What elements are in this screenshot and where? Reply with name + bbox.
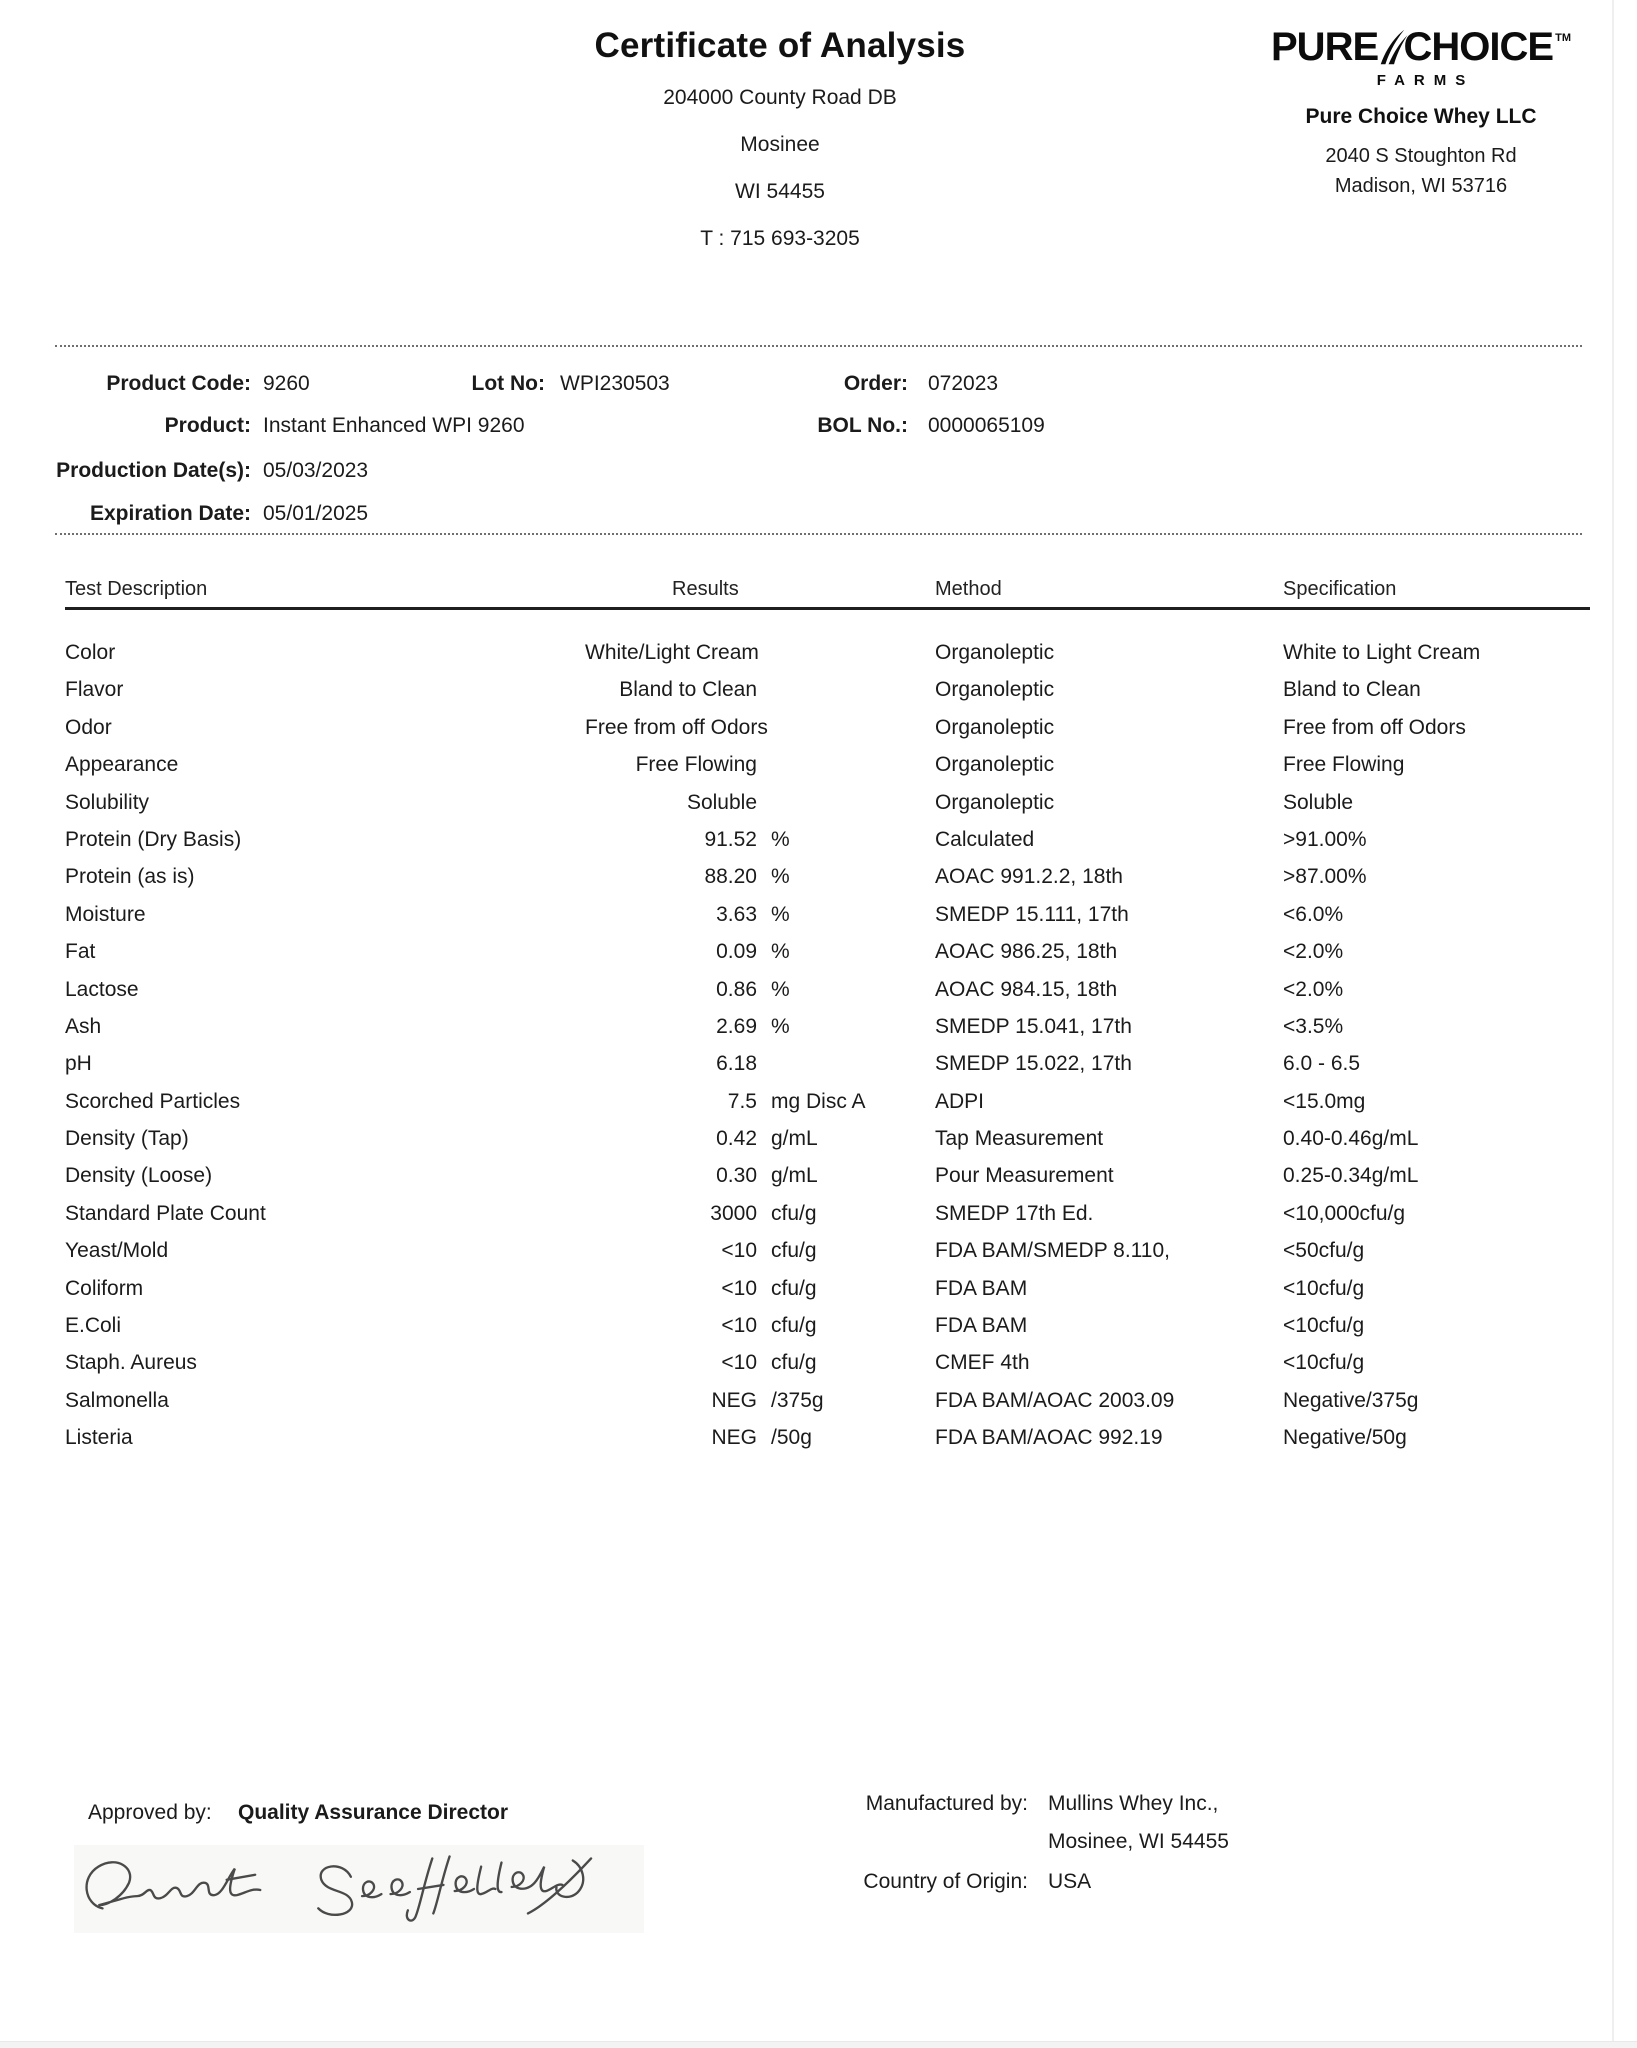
test-unit <box>757 784 935 821</box>
production-date-label: Production Date(s): <box>56 459 251 482</box>
page-bottom-edge <box>0 2041 1637 2048</box>
test-spec: White to Light Cream <box>1283 641 1481 664</box>
table-row <box>65 971 1590 1008</box>
lot-no-value: WPI230503 <box>560 372 670 395</box>
test-method: AOAC 984.15, 18th <box>935 977 1118 1001</box>
test-name: Moisture <box>65 902 146 926</box>
test-unit: cfu/g <box>771 1276 817 1300</box>
product-code-value: 9260 <box>263 372 310 395</box>
test-spec: <10cfu/g <box>1283 1276 1365 1300</box>
column-header-specification: Specification <box>1283 578 1397 600</box>
test-result: <10 <box>721 1314 757 1338</box>
table-row <box>65 746 1590 783</box>
test-unit: % <box>771 865 790 889</box>
facility-state-zip: WI 54455 <box>735 180 825 203</box>
test-method: Pour Measurement <box>935 1164 1114 1188</box>
test-unit: % <box>771 902 790 926</box>
test-spec: Free from off Odors <box>1283 715 1466 739</box>
company-name: Pure Choice Whey LLC <box>1305 105 1537 128</box>
table-row <box>65 1120 1590 1157</box>
test-result: Free Flowing <box>635 753 757 777</box>
signature-handwriting-icon <box>74 1845 644 1933</box>
test-result: NEG <box>711 1388 757 1412</box>
table-row <box>65 1270 1590 1307</box>
test-name: Protein (Dry Basis) <box>65 827 242 851</box>
manufactured-by-label: Manufactured by: <box>865 1792 1028 1815</box>
test-spec: >87.00% <box>1283 865 1367 889</box>
page-title: Certificate of Analysis <box>594 26 966 65</box>
test-result: 91.52 <box>704 827 757 851</box>
test-result: <10 <box>721 1351 757 1375</box>
test-name: E.Coli <box>65 1314 122 1338</box>
facility-city: Mosinee <box>740 133 820 156</box>
test-results-body <box>65 610 1590 1457</box>
test-unit: % <box>771 1014 790 1038</box>
test-result: 0.30 <box>716 1164 757 1188</box>
test-name: Solubility <box>65 790 150 814</box>
country-of-origin-label: Country of Origin: <box>863 1870 1028 1893</box>
test-spec: <6.0% <box>1283 902 1344 926</box>
test-spec: Soluble <box>1283 790 1354 814</box>
test-result: Bland to Clean <box>619 678 757 702</box>
test-result: 6.18 <box>716 1052 757 1076</box>
test-spec: 0.25-0.34g/mL <box>1283 1164 1419 1188</box>
test-method: SMEDP 15.041, 17th <box>935 1014 1132 1038</box>
test-method: Tap Measurement <box>935 1127 1104 1151</box>
test-result: Soluble <box>686 790 757 814</box>
product-info-section <box>55 345 1582 535</box>
table-row <box>65 1195 1590 1232</box>
test-unit: % <box>771 827 790 851</box>
test-spec: <10cfu/g <box>1283 1314 1365 1338</box>
table-row <box>65 821 1590 858</box>
column-header-test-description: Test Description <box>65 578 208 600</box>
test-unit <box>757 746 935 783</box>
table-row <box>65 709 1590 746</box>
column-header-method: Method <box>935 578 1002 600</box>
test-name: Appearance <box>65 753 179 777</box>
company-address-line2: Madison, WI 53716 <box>1334 175 1508 197</box>
lot-no-label: Lot No: <box>471 372 545 395</box>
test-spec: <3.5% <box>1283 1014 1344 1038</box>
test-result: 2.69 <box>716 1014 757 1038</box>
test-result: 88.20 <box>704 865 757 889</box>
product-code-label: Product Code: <box>106 372 251 395</box>
test-method: ADPI <box>935 1089 985 1113</box>
column-header-results: Results <box>672 578 739 600</box>
table-row <box>65 784 1590 821</box>
test-unit: /375g <box>771 1388 824 1412</box>
test-method: Organoleptic <box>935 790 1055 814</box>
trademark-symbol: TM <box>1555 32 1571 44</box>
country-of-origin-value: USA <box>1048 1870 1092 1893</box>
test-result: <10 <box>721 1239 757 1263</box>
approved-by-value: Quality Assurance Director <box>238 1801 508 1824</box>
test-spec: <10,000cfu/g <box>1283 1201 1406 1225</box>
test-name: Yeast/Mold <box>65 1239 169 1263</box>
test-result: <10 <box>721 1276 757 1300</box>
order-label: Order: <box>843 372 908 395</box>
approved-by-label: Approved by: <box>88 1801 212 1824</box>
signature <box>74 1845 644 1933</box>
test-result: 0.09 <box>716 940 757 964</box>
test-spec: <50cfu/g <box>1283 1239 1365 1263</box>
test-unit: cfu/g <box>771 1351 817 1375</box>
test-unit <box>757 1045 935 1082</box>
test-name: Lactose <box>65 977 139 1001</box>
test-unit: g/mL <box>771 1164 818 1188</box>
table-row <box>65 933 1590 970</box>
test-method: FDA BAM/AOAC 2003.09 <box>935 1388 1175 1412</box>
test-unit: g/mL <box>771 1127 818 1151</box>
test-method: AOAC 991.2.2, 18th <box>935 865 1123 889</box>
test-method: SMEDP 17th Ed. <box>935 1201 1094 1225</box>
pure-choice-logo <box>1271 24 1571 70</box>
test-name: Density (Loose) <box>65 1164 213 1188</box>
manufactured-by-line2: Mosinee, WI 54455 <box>1048 1830 1229 1853</box>
table-row <box>65 634 1590 671</box>
test-name: pH <box>65 1052 92 1076</box>
table-row <box>65 1083 1590 1120</box>
test-unit <box>757 671 935 708</box>
table-row <box>65 1008 1590 1045</box>
table-row <box>65 1232 1590 1269</box>
manufactured-by-line1: Mullins Whey Inc., <box>1048 1792 1219 1815</box>
test-unit <box>757 634 935 671</box>
test-method: FDA BAM/AOAC 992.19 <box>935 1426 1163 1450</box>
table-row <box>65 896 1590 933</box>
test-spec: 0.40-0.46g/mL <box>1283 1127 1419 1151</box>
test-unit: % <box>771 977 790 1001</box>
test-name: Listeria <box>65 1426 133 1450</box>
table-row <box>65 1045 1590 1082</box>
table-row <box>65 1157 1590 1194</box>
table-row <box>65 1344 1590 1381</box>
test-unit: cfu/g <box>771 1201 817 1225</box>
table-row <box>65 1382 1590 1419</box>
test-unit: /50g <box>771 1426 812 1450</box>
logo-farms-text: FARMS <box>1376 72 1475 89</box>
test-result: 7.5 <box>727 1089 757 1113</box>
expiration-date-label: Expiration Date: <box>89 502 251 525</box>
test-method: Organoleptic <box>935 715 1055 739</box>
test-method: SMEDP 15.022, 17th <box>935 1052 1132 1076</box>
test-result: 0.86 <box>716 977 757 1001</box>
test-spec: <2.0% <box>1283 940 1344 964</box>
test-spec: >91.00% <box>1283 827 1367 851</box>
test-name: Odor <box>65 715 112 739</box>
product-value: Instant Enhanced WPI 9260 <box>263 414 525 437</box>
test-spec: <15.0mg <box>1283 1089 1366 1113</box>
table-header-row <box>65 578 1590 610</box>
bol-no-value: 0000065109 <box>928 414 1045 437</box>
facility-address-line: 204000 County Road DB <box>663 86 897 109</box>
test-method: SMEDP 15.111, 17th <box>935 902 1129 926</box>
product-label: Product: <box>164 414 251 437</box>
test-name: Flavor <box>65 678 124 702</box>
test-name: Fat <box>65 940 96 964</box>
test-name: Density (Tap) <box>65 1127 189 1151</box>
test-spec: Free Flowing <box>1283 753 1405 777</box>
table-row <box>65 1307 1590 1344</box>
test-result: 3.63 <box>716 902 757 926</box>
test-method: Organoleptic <box>935 753 1055 777</box>
test-spec: <10cfu/g <box>1283 1351 1365 1375</box>
test-spec: <2.0% <box>1283 977 1344 1001</box>
test-result: 0.42 <box>716 1127 757 1151</box>
test-unit <box>757 709 935 746</box>
test-unit: cfu/g <box>771 1314 817 1338</box>
test-results-table <box>65 578 1590 1457</box>
test-name: Protein (as is) <box>65 865 195 889</box>
test-spec: Negative/375g <box>1283 1388 1419 1412</box>
test-result: Free from off Odors <box>585 715 768 739</box>
table-row <box>65 671 1590 708</box>
table-row <box>65 858 1590 895</box>
test-result: 3000 <box>710 1201 757 1225</box>
test-name: Salmonella <box>65 1388 169 1412</box>
company-address-line1: 2040 S Stoughton Rd <box>1325 145 1517 167</box>
test-method: FDA BAM/SMEDP 8.110, <box>935 1239 1170 1263</box>
facility-phone: T : 715 693-3205 <box>700 227 860 250</box>
table-row <box>65 1419 1590 1456</box>
test-result: White/Light Cream <box>585 641 759 664</box>
test-method: Organoleptic <box>935 678 1055 702</box>
logo-word-choice: CHOICE <box>1403 24 1554 69</box>
production-date-value: 05/03/2023 <box>263 459 369 482</box>
company-address <box>1271 141 1571 201</box>
test-name: Staph. Aureus <box>65 1351 197 1375</box>
test-unit: mg Disc A <box>771 1089 866 1113</box>
test-unit: cfu/g <box>771 1239 817 1263</box>
test-method: Calculated <box>935 827 1035 851</box>
test-spec: Bland to Clean <box>1283 678 1421 702</box>
test-name: Color <box>65 641 116 664</box>
scan-edge-line <box>1612 0 1614 2048</box>
order-value: 072023 <box>928 372 999 395</box>
company-logo-block <box>1271 24 1571 201</box>
test-name: Standard Plate Count <box>65 1201 266 1225</box>
test-method: AOAC 986.25, 18th <box>935 940 1118 964</box>
test-method: Organoleptic <box>935 641 1055 664</box>
logo-word-pure: PURE <box>1271 24 1379 69</box>
test-name: Scorched Particles <box>65 1089 241 1113</box>
test-name: Coliform <box>65 1276 144 1300</box>
header-block <box>370 26 1190 262</box>
test-method: CMEF 4th <box>935 1351 1030 1375</box>
test-spec: 6.0 - 6.5 <box>1283 1052 1361 1076</box>
test-method: FDA BAM <box>935 1314 1028 1338</box>
test-unit: % <box>771 940 790 964</box>
test-spec: Negative/50g <box>1283 1426 1407 1450</box>
test-result: NEG <box>711 1426 757 1450</box>
test-method: FDA BAM <box>935 1276 1028 1300</box>
expiration-date-value: 05/01/2025 <box>263 502 369 525</box>
bol-no-label: BOL No.: <box>817 414 908 437</box>
test-name: Ash <box>65 1014 102 1038</box>
